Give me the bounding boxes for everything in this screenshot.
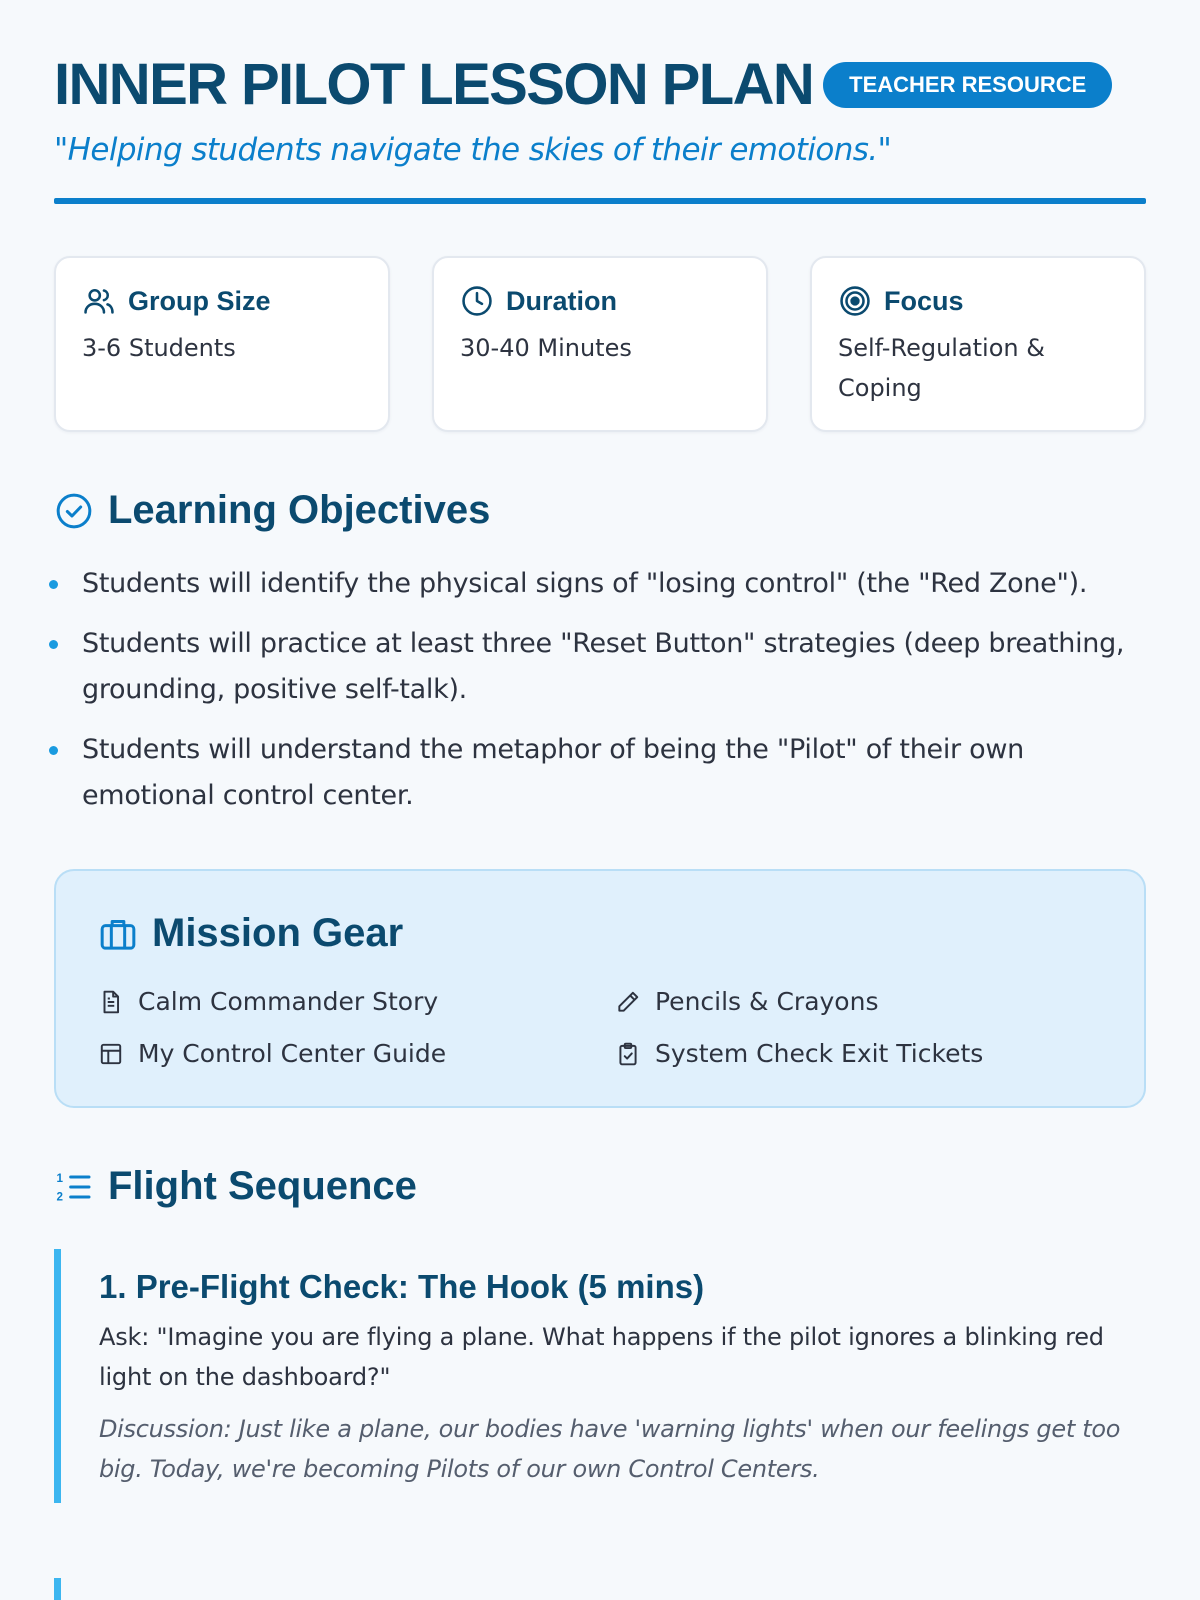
gear-item-exit-tickets [615, 1036, 1102, 1072]
group-size-title: Group Size [128, 285, 271, 316]
sequence-step [54, 1249, 1146, 1503]
objective-item: Students will understand the metaphor of being the "Pilot" of their own emotional control center. [54, 727, 1146, 819]
flight-sequence-title: Flight Sequence [108, 1164, 417, 1208]
title-divider [54, 198, 1146, 204]
gear-item-calm-commander-story [98, 984, 615, 1020]
duration-card [432, 256, 768, 432]
info-cards [54, 256, 1146, 432]
learning-objectives-section [54, 488, 1146, 819]
duration-value: 30-40 Minutes [460, 334, 632, 362]
focus-value: Self-Regulation & Coping [838, 334, 1045, 402]
pencil-icon [615, 989, 641, 1015]
group-size-card [54, 256, 390, 432]
learning-objectives-title: Learning Objectives [108, 488, 491, 532]
svg-text:1: 1 [56, 1171, 63, 1185]
focus-title: Focus [884, 285, 964, 316]
group-size-value: 3-6 Students [82, 334, 236, 362]
layout-icon [98, 1041, 124, 1067]
objective-item: Students will practice at least three "Reset Button" strategies (deep breathing, grounding, positive self-talk). [54, 621, 1146, 713]
teacher-resource-badge: TEACHER RESOURCE [823, 62, 1112, 108]
duration-title: Duration [506, 285, 617, 316]
tagline: "Helping students navigate the skies of their emotions." [54, 132, 892, 168]
users-icon [82, 284, 116, 318]
target-icon [838, 284, 872, 318]
gear-item-control-center-guide [98, 1036, 615, 1072]
step-ask: Ask: "Imagine you are flying a plane. What happens if the pilot ignores a blinking red light on the dashboard?" [99, 1323, 1104, 1391]
gear-item-label: Pencils & Crayons [655, 987, 879, 1016]
numbered-list-icon [54, 1167, 94, 1207]
clipboard-check-icon [615, 1041, 641, 1067]
objectives-list [54, 561, 1146, 819]
clock-icon [460, 284, 494, 318]
gear-item-label: My Control Center Guide [138, 1039, 447, 1068]
objective-item: Students will identify the physical signs of "losing control" (the "Red Zone"). [54, 561, 1146, 607]
gear-item-label: Calm Commander Story [138, 987, 439, 1016]
gear-item-pencils-crayons [615, 984, 1102, 1020]
focus-card [810, 256, 1146, 432]
header [54, 0, 1146, 118]
svg-text:2: 2 [56, 1189, 63, 1203]
document-icon [98, 989, 124, 1015]
flight-sequence-section [54, 1164, 1146, 1503]
gear-item-label: System Check Exit Tickets [655, 1039, 984, 1068]
page-title: INNER PILOT LESSON PLAN [54, 52, 814, 117]
mission-gear-list [98, 984, 1102, 1072]
check-circle-icon [54, 491, 94, 531]
mission-gear-panel [54, 869, 1146, 1108]
briefcase-icon [98, 914, 138, 954]
next-step-border [54, 1578, 61, 1600]
step-title: 1. Pre-Flight Check: The Hook (5 mins) [99, 1268, 705, 1305]
mission-gear-title: Mission Gear [152, 911, 404, 955]
step-discussion: Discussion: Just like a plane, our bodies have 'warning lights' when our feelings get too big. Today, we're becoming Pilots of our own Control Centers. [99, 1415, 1121, 1483]
